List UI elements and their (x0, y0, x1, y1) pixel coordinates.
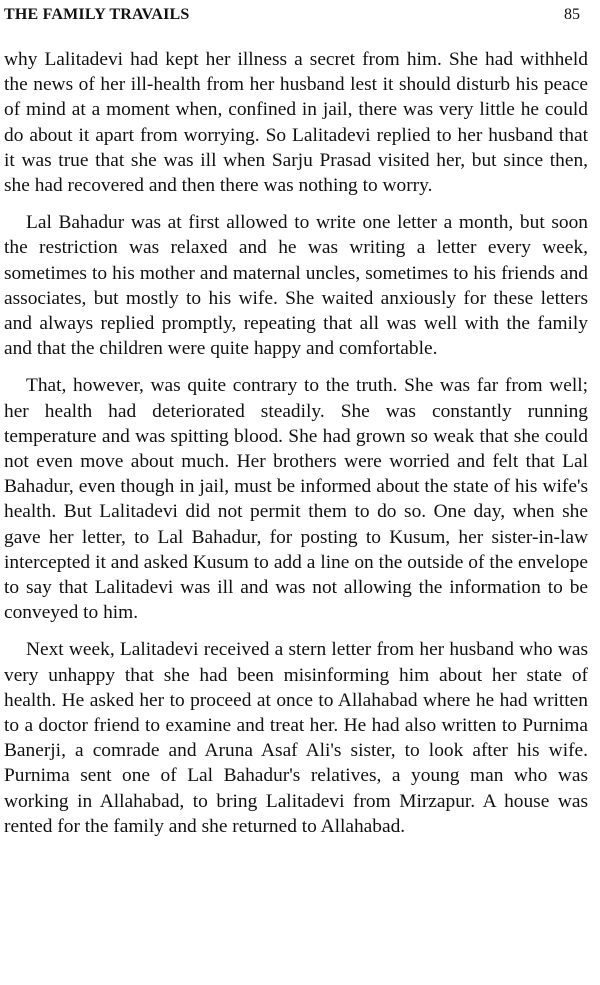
page-number: 85 (564, 6, 580, 23)
body-text (4, 47, 588, 851)
paragraph: That, however, was quite contrary to the truth. She was far from well; her health had deteriorated steadily. She was constantly running temperature and was spitting blood. She had grown so weak that she could not even move about much. Her brothers were worried and felt that Lal Bahadur, even though in jail, must be informed about the state of his wife's health. But Lalitadevi did not permit them to do so. One day, when she gave her letter, to Lal Bahadur, for posting to Kusum, her sister-in-law intercepted it and asked Kusum to add a line on the outside of the envelope to say that Lalitadevi was ill and was not allowing the information to be conveyed to him. (4, 375, 588, 624)
paragraph: Lal Bahadur was at first allowed to write one letter a month, but soon the restriction was relaxed and he was writing a letter every week, sometimes to his mother and maternal uncles, sometimes to his friends and associates, but mostly to his wife. She waited anxiously for these letters and always replied promptly, repeating that all was well with the family and that the children were quite happy and comfortable. (4, 212, 588, 360)
paragraph: Next week, Lalitadevi received a stern letter from her husband who was very unhappy that she had been misinforming him about her state of health. He asked her to proceed at once to Allahabad where he had written to a doctor friend to examine and treat her. He had also written to Purnima Banerji, a comrade and Aruna Asaf Ali's sister, to look after his wife. Purnima sent one of Lal Bahadur's relatives, a young man who was working in Allahabad, to bring Lalitadevi from Mirzapur. A house was rented for the family and she returned to Allahabad. (4, 639, 588, 837)
paragraph: why Lalitadevi had kept her illness a secret from him. She had withheld the news of her ill-health from her husband lest it should disturb his peace of mind at a moment when, confined in jail, there was very little he could do about it apart from worrying. So Lalitadevi replied to her husband that it was true that she was ill when Sarju Prasad visited her, but since then, she had recovered and then there was nothing to worry. (4, 49, 588, 197)
running-title: THE FAMILY TRAVAILS (4, 6, 190, 23)
running-head (4, 6, 580, 28)
